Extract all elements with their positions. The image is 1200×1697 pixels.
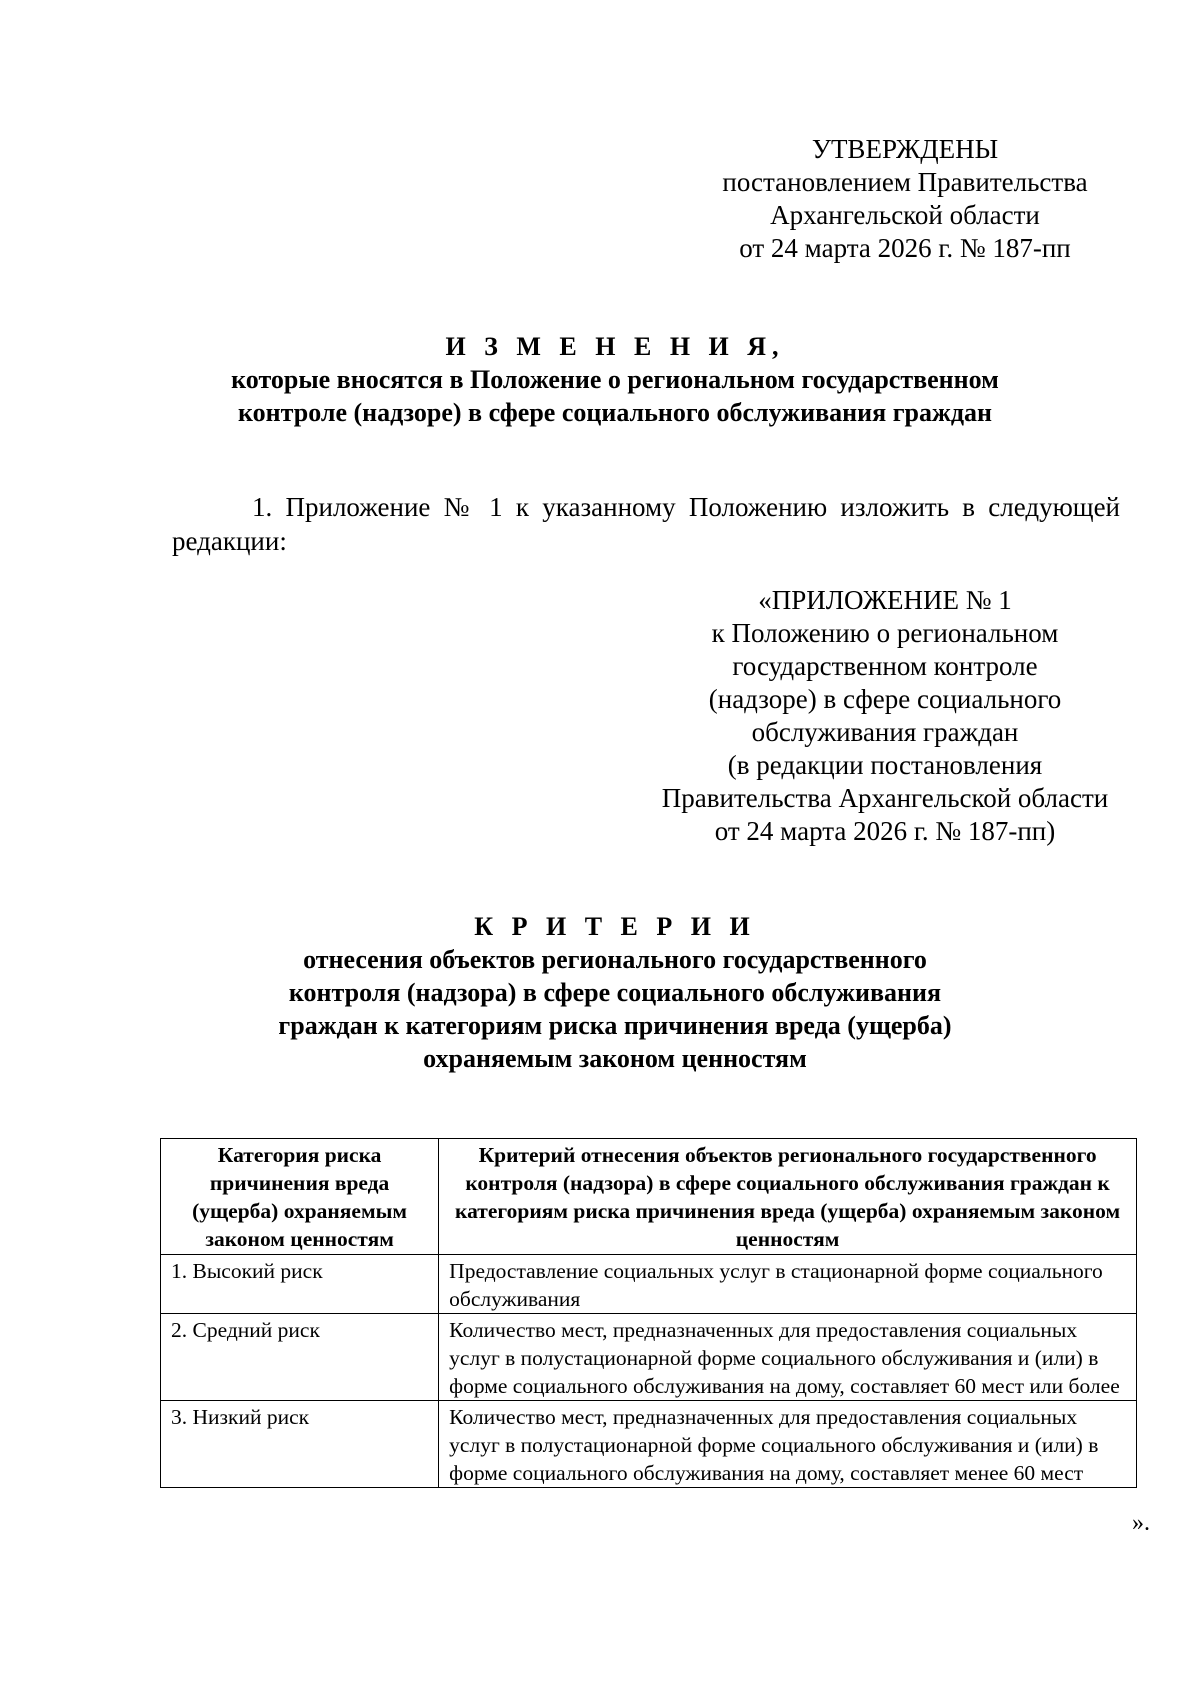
table-cell-category: 1. Высокий риск — [161, 1255, 439, 1314]
risk-criteria-table — [160, 1138, 1137, 1488]
criteria-subtitle-line: граждан к категориям риска причинения вреда (ущерба) — [278, 1011, 952, 1040]
changes-subtitle-line: которые вносятся в Положение о региональном государственном — [231, 365, 999, 394]
appendix-line: «ПРИЛОЖЕНИЕ № 1 — [758, 585, 1012, 615]
appendix-header — [630, 584, 1140, 848]
approval-line: Архангельской области — [770, 200, 1040, 230]
criteria-heading — [170, 910, 1060, 1075]
changes-subtitle-line: контроле (надзоре) в сфере социального обслуживания граждан — [238, 398, 992, 427]
approval-line: постановлением Правительства — [722, 167, 1088, 197]
table-cell-criterion: Количество мест, предназначенных для предоставления социальных услуг в полустационарной форме социального обслуживания и (или) в форме социального обслуживания на дому, составляет менее 60 мест — [439, 1401, 1137, 1488]
table-row — [161, 1255, 1137, 1314]
table-cell-criterion: Количество мест, предназначенных для предоставления социальных услуг в полустационарной форме социального обслуживания и (или) в форме социального обслуживания на дому, составляет 60 мест или более — [439, 1314, 1137, 1401]
table-header-category: Категория риска причинения вреда (ущерба) охраняемым законом ценностям — [161, 1139, 439, 1255]
paragraph-1: 1. Приложение № 1 к указанному Положению изложить в следующей редакции: — [172, 492, 1120, 556]
appendix-line: (надзоре) в сфере социального — [708, 684, 1062, 714]
table-cell-category: 3. Низкий риск — [161, 1401, 439, 1488]
approval-line: УТВЕРЖДЕНЫ — [811, 134, 999, 164]
table-cell-category: 2. Средний риск — [161, 1314, 439, 1401]
table-header-criterion: Критерий отнесения объектов регионального государственного контроля (надзора) в сфере социального обслуживания граждан к категориям риска причинения вреда (ущерба) охраняемым законом ценностям — [439, 1139, 1137, 1255]
criteria-title: К Р И Т Е Р И И — [474, 912, 756, 941]
appendix-line: к Положению о региональном — [711, 618, 1059, 648]
changes-heading — [170, 330, 1060, 429]
criteria-subtitle-line: охраняемым законом ценностям — [423, 1044, 807, 1073]
criteria-subtitle-line: отнесения объектов регионального государственного — [303, 945, 927, 974]
appendix-line: государственном контроле — [732, 651, 1038, 681]
appendix-line: (в редакции постановления — [727, 750, 1043, 780]
table-cell-criterion: Предоставление социальных услуг в стационарной форме социального обслуживания — [439, 1255, 1137, 1314]
appendix-line: от 24 марта 2026 г. № 187-пп) — [714, 816, 1056, 846]
approval-block — [690, 133, 1120, 265]
criteria-subtitle-line: контроля (надзора) в сфере социального обслуживания — [288, 978, 942, 1007]
changes-title: И З М Е Н Е Н И Я, — [445, 332, 785, 361]
appendix-line: Правительства Архангельской области — [661, 783, 1109, 813]
appendix-line: обслуживания граждан — [751, 717, 1019, 747]
table-row — [161, 1401, 1137, 1488]
table-row — [161, 1314, 1137, 1401]
closing-quote: ». — [1132, 1510, 1150, 1536]
table-header-row — [161, 1139, 1137, 1255]
approval-line: от 24 марта 2026 г. № 187-пп — [739, 233, 1071, 263]
